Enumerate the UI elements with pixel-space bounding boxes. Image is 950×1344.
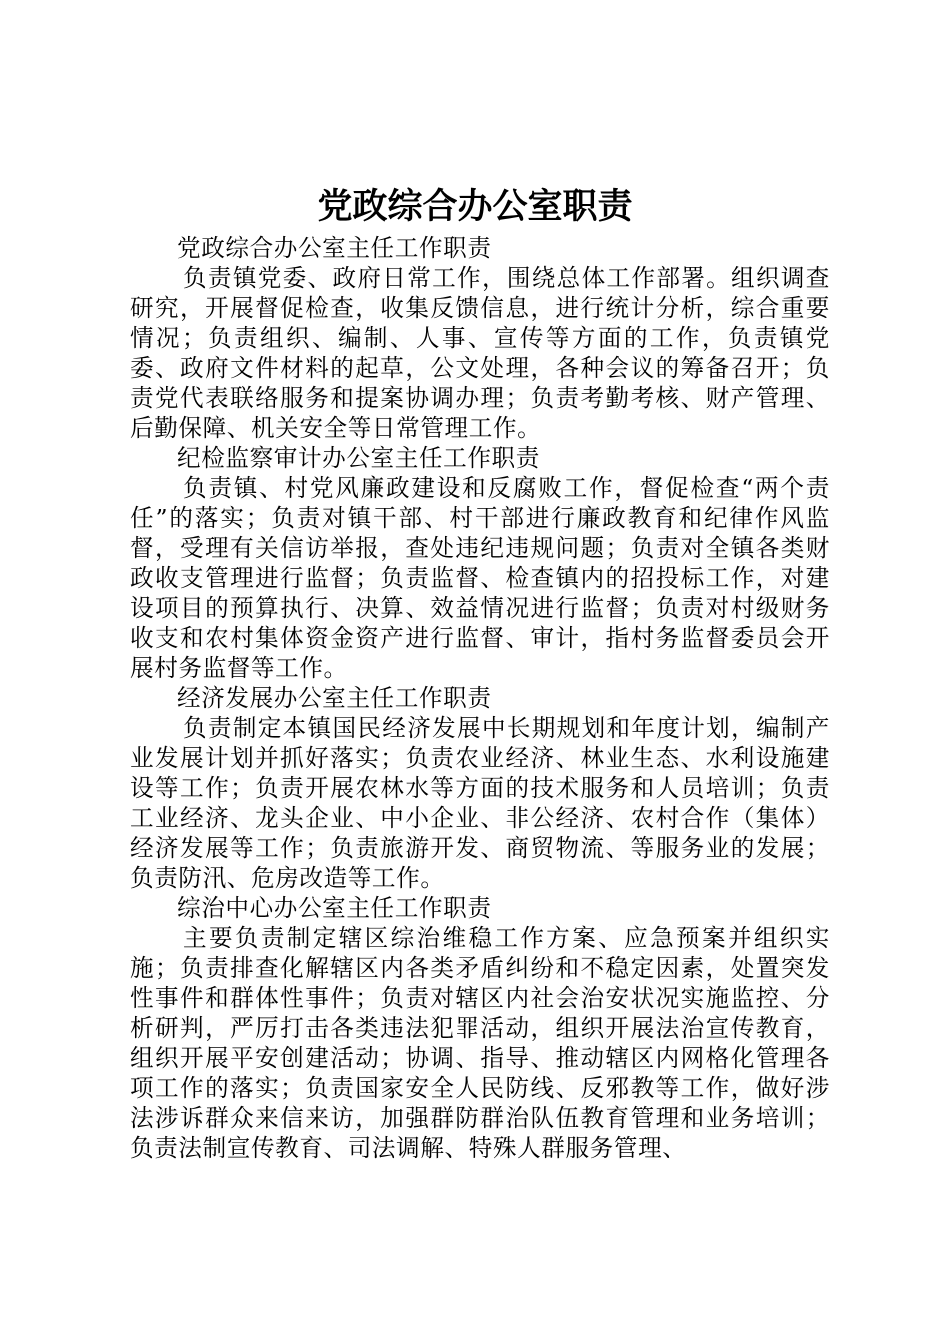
section-body-discipline-office: 负责镇、村党风廉政建设和反腐败工作，督促检查“两个责任”的落实；负责对镇干部、村干部进行廉政教育和纪律作风监督，受理有关信访举报，查处违纪违规问题；负责对全镇各类财政收支管理进行监督；负责监督、检查镇内的招投标工作，对建设项目的预算执行、决算、效益情况进行监督；负责对村级财务收支和农村集体资金资产进行监督、审计，指村务监督委员会开展村务监督等工作。 [130, 474, 830, 682]
section-body-economic-office: 负责制定本镇国民经济发展中长期规划和年度计划，编制产业发展计划并抓好落实；负责农业经济、林业生态、水利设施建设等工作；负责开展农林水等方面的技术服务和人员培训；负责工业经济、龙头企业、中小企业、非公经济、农村合作（集体）经济发展等工作；负责旅游开发、商贸物流、等服务业的发展；负责防汛、危房改造等工作。 [130, 714, 830, 892]
section-heading-security-center: 综治中心办公室主任工作职责 [177, 894, 492, 922]
section-body-party-office: 负责镇党委、政府日常工作，围绕总体工作部署。组织调查研究，开展督促检查，收集反馈信息，进行统计分析，综合重要情况；负责组织、编制、人事、宣传等方面的工作，负责镇党委、政府文件材料的起草，公文处理，各种会议的筹备召开；负责党代表联络服务和提案协调办理；负责考勤考核、财产管理、后勤保障、机关安全等日常管理工作。 [130, 264, 830, 442]
section-heading-party-office: 党政综合办公室主任工作职责 [177, 234, 492, 262]
section-body-security-center: 主要负责制定辖区综治维稳工作方案、应急预案并组织实施；负责排查化解辖区内各类矛盾纠纷和不稳定因素，处置突发性事件和群体性事件；负责对辖区内社会治安状况实施监控、分析研判，严厉打击各类违法犯罪活动，组织开展法治宣传教育，组织开展平安创建活动；协调、指导、推动辖区内网格化管理各项工作的落实；负责国家安全人民防线、反邪教等工作，做好涉法涉诉群众来信来访，加强群防群治队伍教育管理和业务培训；负责法制宣传教育、司法调解、特殊人群服务管理、 [130, 924, 830, 1162]
document-body [130, 233, 830, 1163]
document-title: 党政综合办公室职责 [317, 186, 633, 227]
section-heading-economic-office: 经济发展办公室主任工作职责 [177, 684, 492, 712]
section-heading-discipline-office: 纪检监察审计办公室主任工作职责 [177, 444, 540, 472]
